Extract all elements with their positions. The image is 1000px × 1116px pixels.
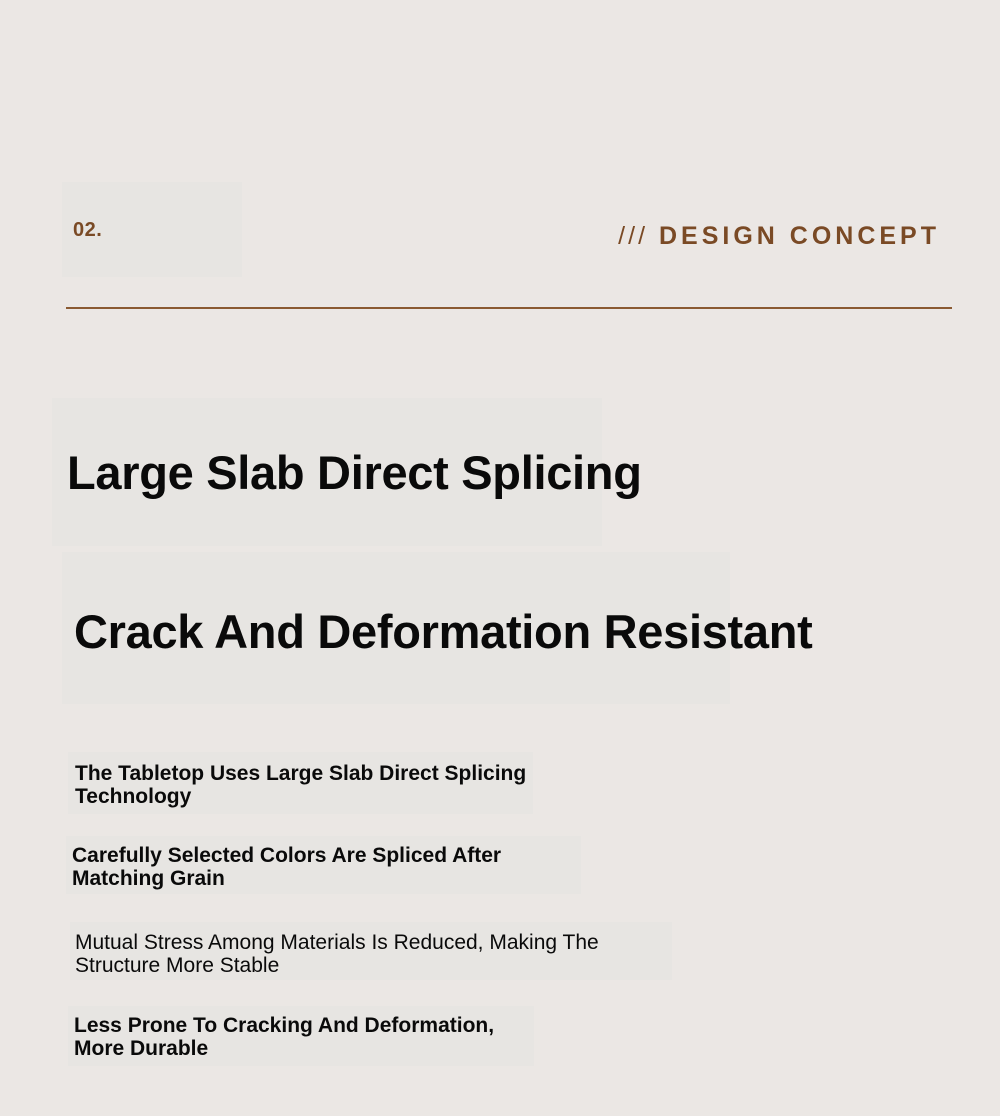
section-number: 02. xyxy=(73,219,103,241)
headline-crack-resistant: Crack And Deformation Resistant xyxy=(74,605,813,658)
header-divider xyxy=(66,307,952,309)
section-title-slashes: /// xyxy=(618,222,649,250)
feature-durable: Less Prone To Cracking And Deformation, More Durable xyxy=(74,1014,495,1060)
feature-tabletop-splicing: The Tabletop Uses Large Slab Direct Splicing Technology xyxy=(75,762,527,808)
section-title xyxy=(618,222,940,251)
feature-reduced-stress: Mutual Stress Among Materials Is Reduced, Making The Structure More Stable xyxy=(75,931,599,977)
section-title-text: DESIGN CONCEPT xyxy=(658,222,940,250)
headline-large-slab: Large Slab Direct Splicing xyxy=(67,446,642,499)
feature-color-grain: Carefully Selected Colors Are Spliced After Matching Grain xyxy=(72,844,502,890)
